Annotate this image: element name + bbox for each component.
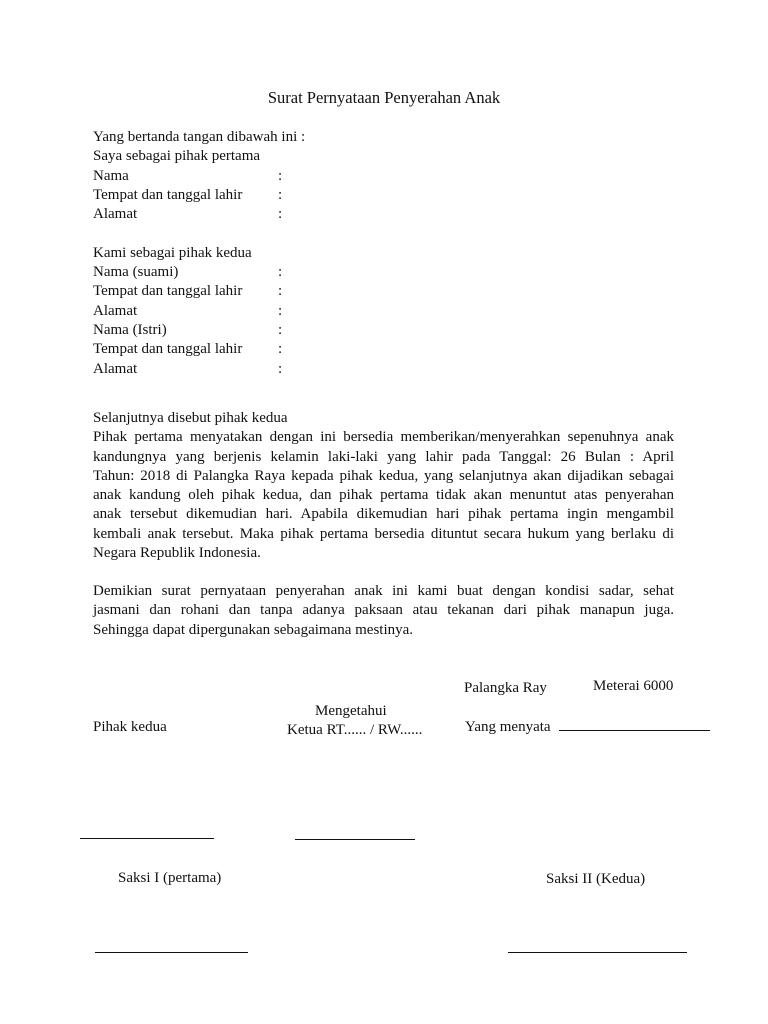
field-label-alamat: Alamat — [93, 206, 138, 222]
field-label-alamat-suami: Alamat — [93, 303, 138, 319]
paragraph-line: Selanjutnya disebut pihak kedua — [93, 410, 288, 426]
field-colon: : — [278, 283, 283, 299]
intro-text: Yang bertanda tangan dibawah ini : — [93, 129, 306, 145]
place-text: Palangka Ray — [464, 680, 547, 696]
yang-menyatakan-label: Yang menyata — [465, 719, 551, 735]
document-title: Surat Pernyataan Penyerahan Anak — [267, 88, 501, 107]
field-colon: : — [278, 264, 283, 280]
signature-line-saksi-2 — [508, 952, 687, 953]
body-paragraph — [93, 409, 674, 563]
field-label-nama: Nama — [93, 168, 129, 184]
signature-line-saksi-1 — [95, 952, 248, 953]
closing-paragraph — [93, 582, 674, 640]
second-party-heading: Kami sebagai pihak kedua — [93, 245, 252, 261]
field-colon: : — [278, 322, 283, 338]
field-label-nama-istri: Nama (Istri) — [93, 322, 167, 338]
signature-line-yang-menyatakan — [559, 730, 710, 731]
paragraph-line: Sehingga dapat dipergunakan sebagaimana mestinya. — [93, 621, 414, 638]
paragraph-line: kembali anak tersebut. Maka pihak pertama bersedia dituntut secara hukum yang berlaku di — [93, 525, 674, 542]
field-colon: : — [278, 206, 283, 222]
paragraph-line: Tahun: 2018 di Palangka Raya kepada pihak kedua, yang selanjutnya akan dijadikan sebagai — [93, 467, 674, 484]
field-label-ttl-suami: Tempat dan tanggal lahir — [93, 283, 243, 299]
saksi-2-label: Saksi II (Kedua) — [546, 871, 646, 887]
paragraph-line: jasmani dan rohani dan tanpa adanya paksaan atau tekanan dari pihak manapun juga. — [93, 602, 674, 619]
field-label-ttl-istri: Tempat dan tanggal lahir — [93, 341, 243, 357]
field-colon: : — [278, 341, 283, 357]
signature-line-pihak-kedua — [80, 838, 214, 839]
paragraph-line: anak tersebut dikemudian hari. Apabila dikemudian hari pihak pertama ingin mengambil — [93, 506, 674, 523]
field-label-alamat-istri: Alamat — [93, 361, 138, 377]
pihak-kedua-label: Pihak kedua — [93, 719, 167, 735]
field-colon: : — [278, 303, 283, 319]
field-label-nama-suami: Nama (suami) — [93, 264, 179, 280]
meterai-label: Meterai 6000 — [593, 678, 674, 694]
ketua-rt-rw-label: Ketua RT...... / RW...... — [287, 722, 423, 738]
field-colon: : — [278, 187, 283, 203]
paragraph-line: Demikian surat pernyataan penyerahan anak ini kami buat dengan kondisi sadar, sehat — [93, 583, 674, 599]
mengetahui-label: Mengetahui — [315, 703, 387, 719]
field-colon: : — [278, 168, 283, 184]
paragraph-line: Pihak pertama menyatakan dengan ini bersedia memberikan/menyerahkan sepenuhnya anak — [93, 429, 674, 446]
field-colon: : — [278, 361, 283, 377]
first-party-heading: Saya sebagai pihak pertama — [93, 148, 261, 164]
paragraph-line: Negara Republik Indonesia. — [93, 545, 261, 562]
field-label-ttl: Tempat dan tanggal lahir — [93, 187, 243, 203]
signature-line-ketua — [295, 839, 415, 840]
paragraph-line: anak kandung oleh pihak kedua, dan pihak pertama tidak akan menuntut atas penyerahan — [93, 487, 674, 504]
paragraph-line: kandungnya yang berjenis kelamin laki-laki yang lahir pada Tanggal: 26 Bulan : April — [93, 448, 674, 465]
saksi-1-label: Saksi I (pertama) — [118, 870, 222, 886]
